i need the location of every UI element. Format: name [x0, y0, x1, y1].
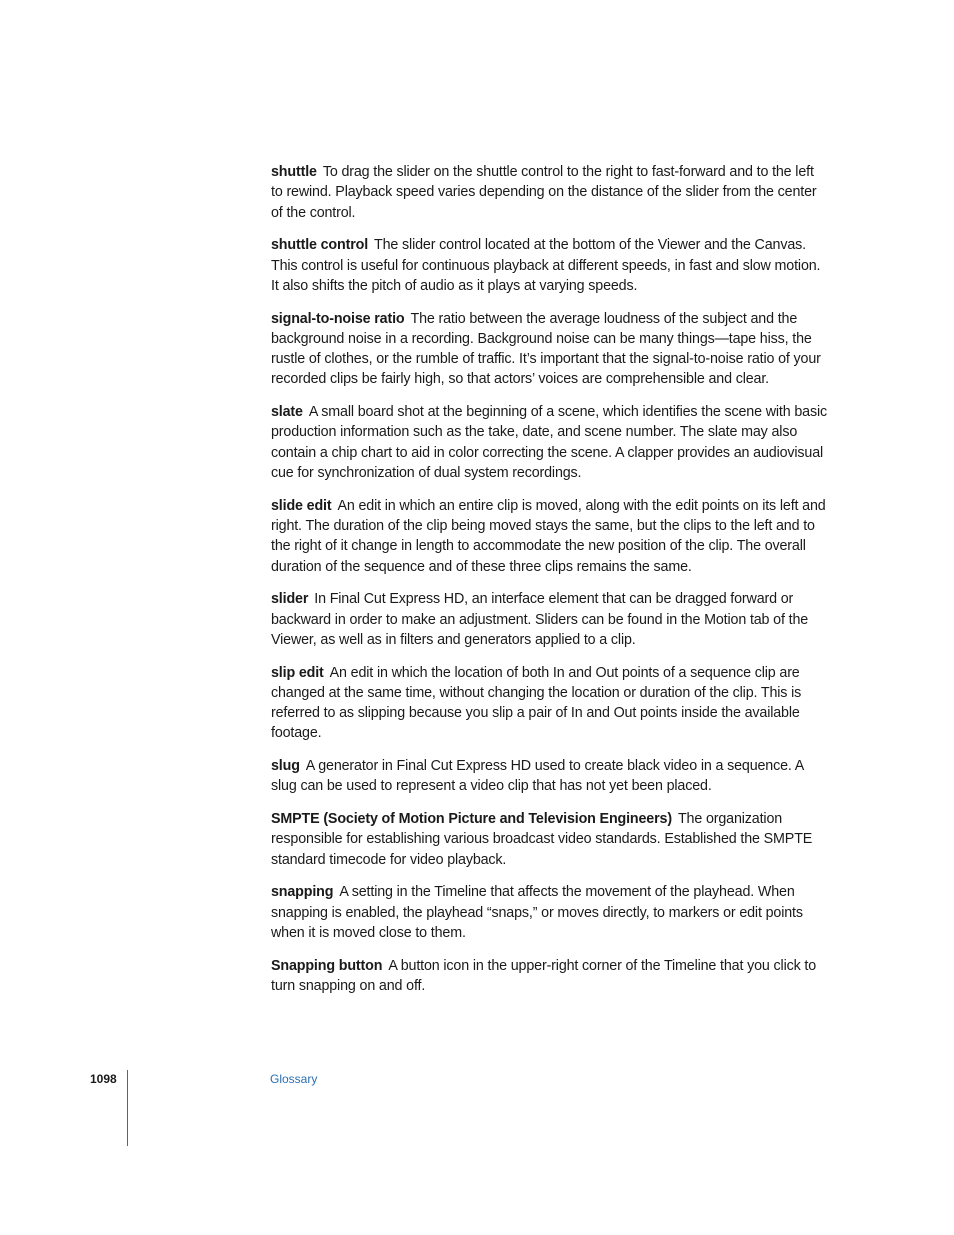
glossary-definition: A generator in Final Cut Express HD used to create black video in a sequence. A slug can be used to represent a video clip that has not yet been placed.: [271, 758, 804, 795]
glossary-entries: [271, 162, 827, 1009]
glossary-entry: [271, 162, 827, 223]
glossary-definition: An edit in which an entire clip is moved, along with the edit points on its left and right. The duration of the clip being moved stays the same, but the clips to the left and to the right of it change in length to accommodate the new position of the clip. The overall duration of the sequence and of these three clips remains the same.: [271, 497, 826, 575]
glossary-entry: [271, 663, 827, 744]
glossary-definition: To drag the slider on the shuttle control to the right to fast-forward and to the left to rewind. Playback speed varies depending on the distance of the slider from the center of the control.: [271, 164, 817, 221]
glossary-definition: In Final Cut Express HD, an interface element that can be dragged forward or backward in order to make an adjustment. Sliders can be found in the Motion tab of the Viewer, as well as in filters and generators applied to a clip.: [271, 591, 809, 648]
glossary-entry: [271, 809, 827, 870]
glossary-entry: [271, 882, 827, 943]
glossary-entry: [271, 589, 827, 650]
page-number: 1098: [90, 1072, 117, 1086]
glossary-term: Snapping button: [271, 957, 383, 974]
glossary-definition: A button icon in the upper-right corner of the Timeline that you click to turn snapping on and off.: [271, 957, 817, 994]
glossary-entry: [271, 235, 827, 296]
glossary-definition: The ratio between the average loudness of the subject and the background noise in a recording. Background noise can be many things—tape hiss, the rustle of clothes, or the rumble of traffic. It’s important that the signal-to-noise ratio of your recorded clips be fairly high, so that actors’ voices are comprehensible and clear.: [271, 310, 821, 388]
glossary-term: signal-to-noise ratio: [271, 310, 405, 327]
glossary-term: slate: [271, 404, 303, 421]
glossary-definition: The slider control located at the bottom of the Viewer and the Canvas. This control is useful for continuous playback at different speeds, in fast and slow motion. It also shifts the pitch of audio as it plays at varying speeds.: [271, 237, 821, 294]
glossary-entry: [271, 402, 827, 483]
glossary-term: slip edit: [271, 664, 324, 681]
glossary-term: shuttle: [271, 164, 317, 180]
glossary-entry: [271, 956, 827, 997]
glossary-term: slug: [271, 758, 300, 775]
footer-section-link[interactable]: Glossary: [270, 1072, 318, 1086]
glossary-definition: The organization responsible for establishing various broadcast video standards. Established the SMPTE standard timecode for video playback.: [271, 811, 813, 868]
glossary-entry: [271, 496, 827, 577]
glossary-term: slide edit: [271, 497, 332, 514]
footer-divider: [127, 1070, 128, 1146]
glossary-term: slider: [271, 591, 309, 608]
glossary-definition: A setting in the Timeline that affects the movement of the playhead. When snapping is enabled, the playhead “snaps,” or moves directly, to markers or edit points when it is moved close to them.: [271, 884, 803, 942]
glossary-term: shuttle control: [271, 237, 369, 254]
glossary-term: snapping: [271, 884, 334, 901]
glossary-term: SMPTE (Society of Motion Picture and Television Engineers): [271, 811, 672, 828]
glossary-definition: A small board shot at the beginning of a scene, which identifies the scene with basic production information such as the take, date, and scene number. The slate may also contain a chip chart to aid in color correcting the scene. A clapper provides an audiovisual cue for synchronization of dual system recordings.: [271, 404, 827, 482]
glossary-entry: [271, 309, 827, 390]
glossary-definition: An edit in which the location of both In and Out points of a sequence clip are changed at the same time, without changing the location or duration of the clip. This is referred to as slipping because you slip a pair of In and Out points inside the available footage.: [271, 664, 802, 742]
glossary-entry: [271, 756, 827, 797]
